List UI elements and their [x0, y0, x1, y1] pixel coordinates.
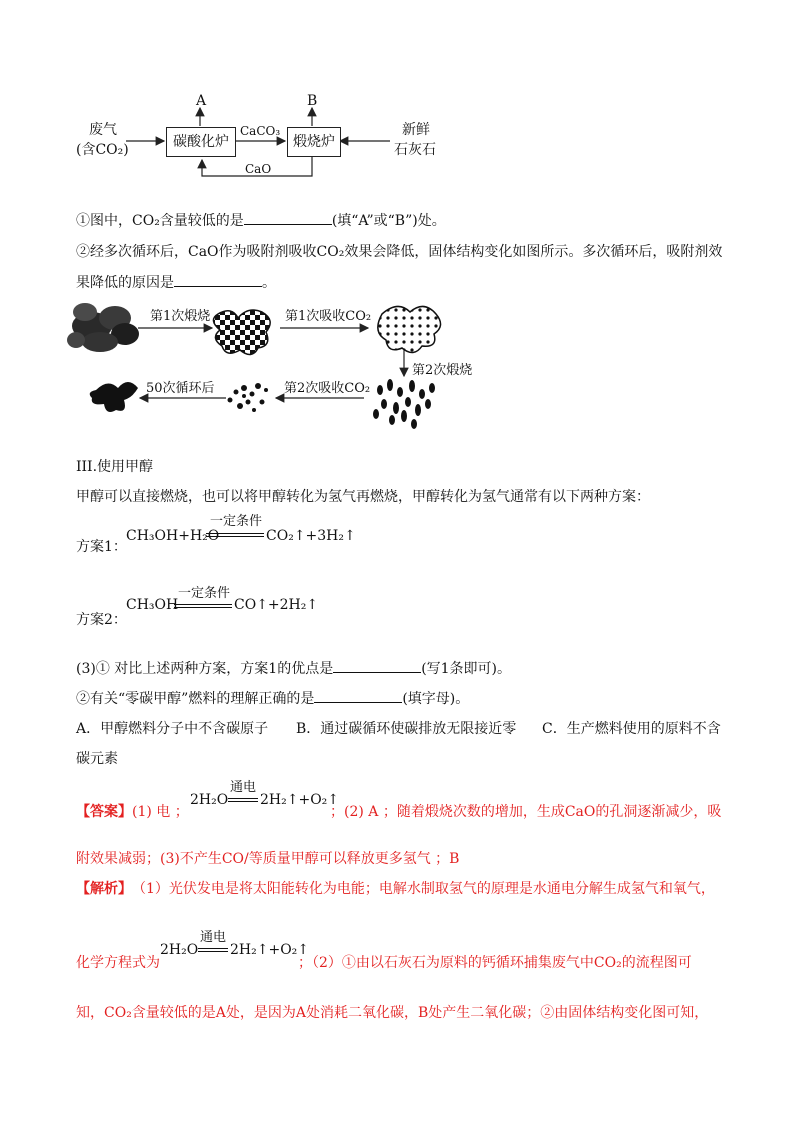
analysis-line2-prefix: 化学方程式为	[76, 955, 160, 971]
scheme1-label: 方案1：	[76, 539, 127, 555]
answer-part1: (1) 电 ；	[132, 804, 189, 820]
answer-eq-condition: 通电	[230, 780, 257, 795]
option-c: C．生产燃料使用的原料不含	[542, 721, 721, 737]
scheme2-right: CO↑+2H₂↑	[234, 597, 319, 613]
option-a: A．甲醇燃料分子中不含碳原子	[76, 721, 269, 737]
analysis-eq-left: 2H₂O	[160, 942, 199, 958]
outlet-b-label: B	[307, 93, 318, 109]
grains-image	[373, 379, 435, 429]
analysis-eq-right: 2H₂↑+O₂↑	[230, 942, 310, 958]
question-3-line1	[76, 659, 511, 679]
answer-tag: 【答案】	[76, 804, 132, 820]
q3-hint-2: (填字母)。	[402, 691, 470, 707]
q3-text-1: (3)① 对比上述两种方案，方案1的优点是	[76, 661, 334, 677]
flow-arrows	[0, 0, 800, 200]
answer-eq-right: 2H₂↑+O₂↑	[260, 792, 340, 808]
scheme2-eq-line-top	[174, 604, 232, 605]
outlet-a-label: A	[196, 93, 207, 109]
answer-line2: 附效果减弱；(3)不产生CO/等质量甲醇可以释放更多氢气 ；B	[76, 851, 460, 867]
q3-answer-blank-1[interactable]	[333, 659, 421, 673]
q1-hint: (填“A”或“B”)处。	[331, 213, 446, 229]
scheme1-right: CO₂↑+3H₂↑	[266, 528, 356, 544]
scheme2-left: CH₃OH	[126, 597, 179, 613]
waste-gas-co2-label: (含CO₂)	[76, 142, 129, 158]
scheme1-condition: 一定条件	[210, 514, 263, 529]
q1-answer-blank[interactable]	[244, 211, 332, 225]
question-3-line2	[76, 689, 469, 709]
scheme2-label: 方案2：	[76, 612, 127, 628]
caco3-label: CaCO₃	[240, 124, 281, 138]
limestone-label: 石灰石	[394, 142, 436, 158]
scheme1-left: CH₃OH+H₂O	[126, 528, 220, 544]
analysis-tag: 【解析】	[76, 881, 132, 897]
step5-label: 50次循环后	[146, 381, 215, 396]
calciner-box: 煅烧炉	[287, 127, 341, 157]
question-2-line1: ②经多次循环后，CaO作为吸附剂吸收CO₂效果会降低，固体结构变化如图所示。多次循环后，吸附剂效	[76, 244, 723, 260]
waste-gas-label: 废气	[89, 122, 117, 138]
analysis-line3: 知，CO₂含量较低的是A处，是因为A处消耗二氧化碳，B处产生二氧化碳；②由固体结构变化图可知，	[76, 1005, 709, 1021]
q3-answer-blank-2[interactable]	[314, 689, 402, 703]
analysis-eq-line-bottom	[198, 951, 228, 952]
answer-eq-line-top	[228, 798, 258, 799]
option-b: B．通过碳循环使碳排放无限接近零	[296, 721, 517, 737]
option-c-cont: 碳元素	[76, 751, 118, 767]
q1-text: 图中，CO₂含量较低的是	[90, 213, 244, 229]
fresh-label: 新鲜	[402, 122, 430, 138]
scheme1-eq-line-bottom	[206, 536, 264, 537]
q2-text: 果降低的原因是	[76, 275, 174, 291]
cao-label: CaO	[245, 162, 272, 176]
scheme2-condition: 一定条件	[178, 586, 231, 601]
analysis-line2-suffix: ；（2）①由以石灰石为原料的钙循环捕集废气中CO₂的流程图可	[298, 955, 692, 971]
analysis-eq-line-top	[198, 948, 228, 949]
step2-label: 第1次吸收CO₂	[285, 309, 372, 324]
step4-label: 第2次吸收CO₂	[284, 381, 371, 396]
q2-answer-blank[interactable]	[174, 273, 262, 287]
section-3-title: III.使用甲醇	[76, 459, 154, 475]
answer-eq-left: 2H₂O	[190, 792, 229, 808]
fragments-image	[228, 383, 269, 412]
q1-prefix: ①	[76, 213, 90, 229]
carbonation-furnace-box: 碳酸化炉	[166, 127, 236, 157]
question-1	[76, 211, 446, 231]
q3-hint-1: (写1条即可)。	[421, 661, 512, 677]
analysis-eq-condition: 通电	[200, 930, 227, 945]
q3-text-2: ②有关“零碳甲醇”燃料的理解正确的是	[76, 691, 315, 707]
step1-label: 第1次煅烧	[150, 309, 211, 324]
analysis-line1: （1）光伏发电是将太阳能转化为电能；电解水制取氢气的原理是水通电分解生成氢气和氧气，	[132, 881, 715, 897]
scheme2-eq-line-bottom	[174, 607, 232, 608]
structure-images	[0, 290, 800, 440]
section-3-intro: 甲醇可以直接燃烧，也可以将甲醇转化为氢气再燃烧，甲醇转化为氢气通常有以下两种方案：	[76, 489, 650, 505]
answer-eq-line-bottom	[228, 801, 258, 802]
step3-label: 第2次煅烧	[412, 363, 473, 378]
q2-end: 。	[262, 275, 276, 291]
answer-part2: ；(2) A ；随着煅烧次数的增加，生成CaO的孔洞逐渐减少，吸	[330, 804, 722, 820]
scheme1-eq-line-top	[206, 533, 264, 534]
limestone-lumps-image	[67, 303, 139, 352]
